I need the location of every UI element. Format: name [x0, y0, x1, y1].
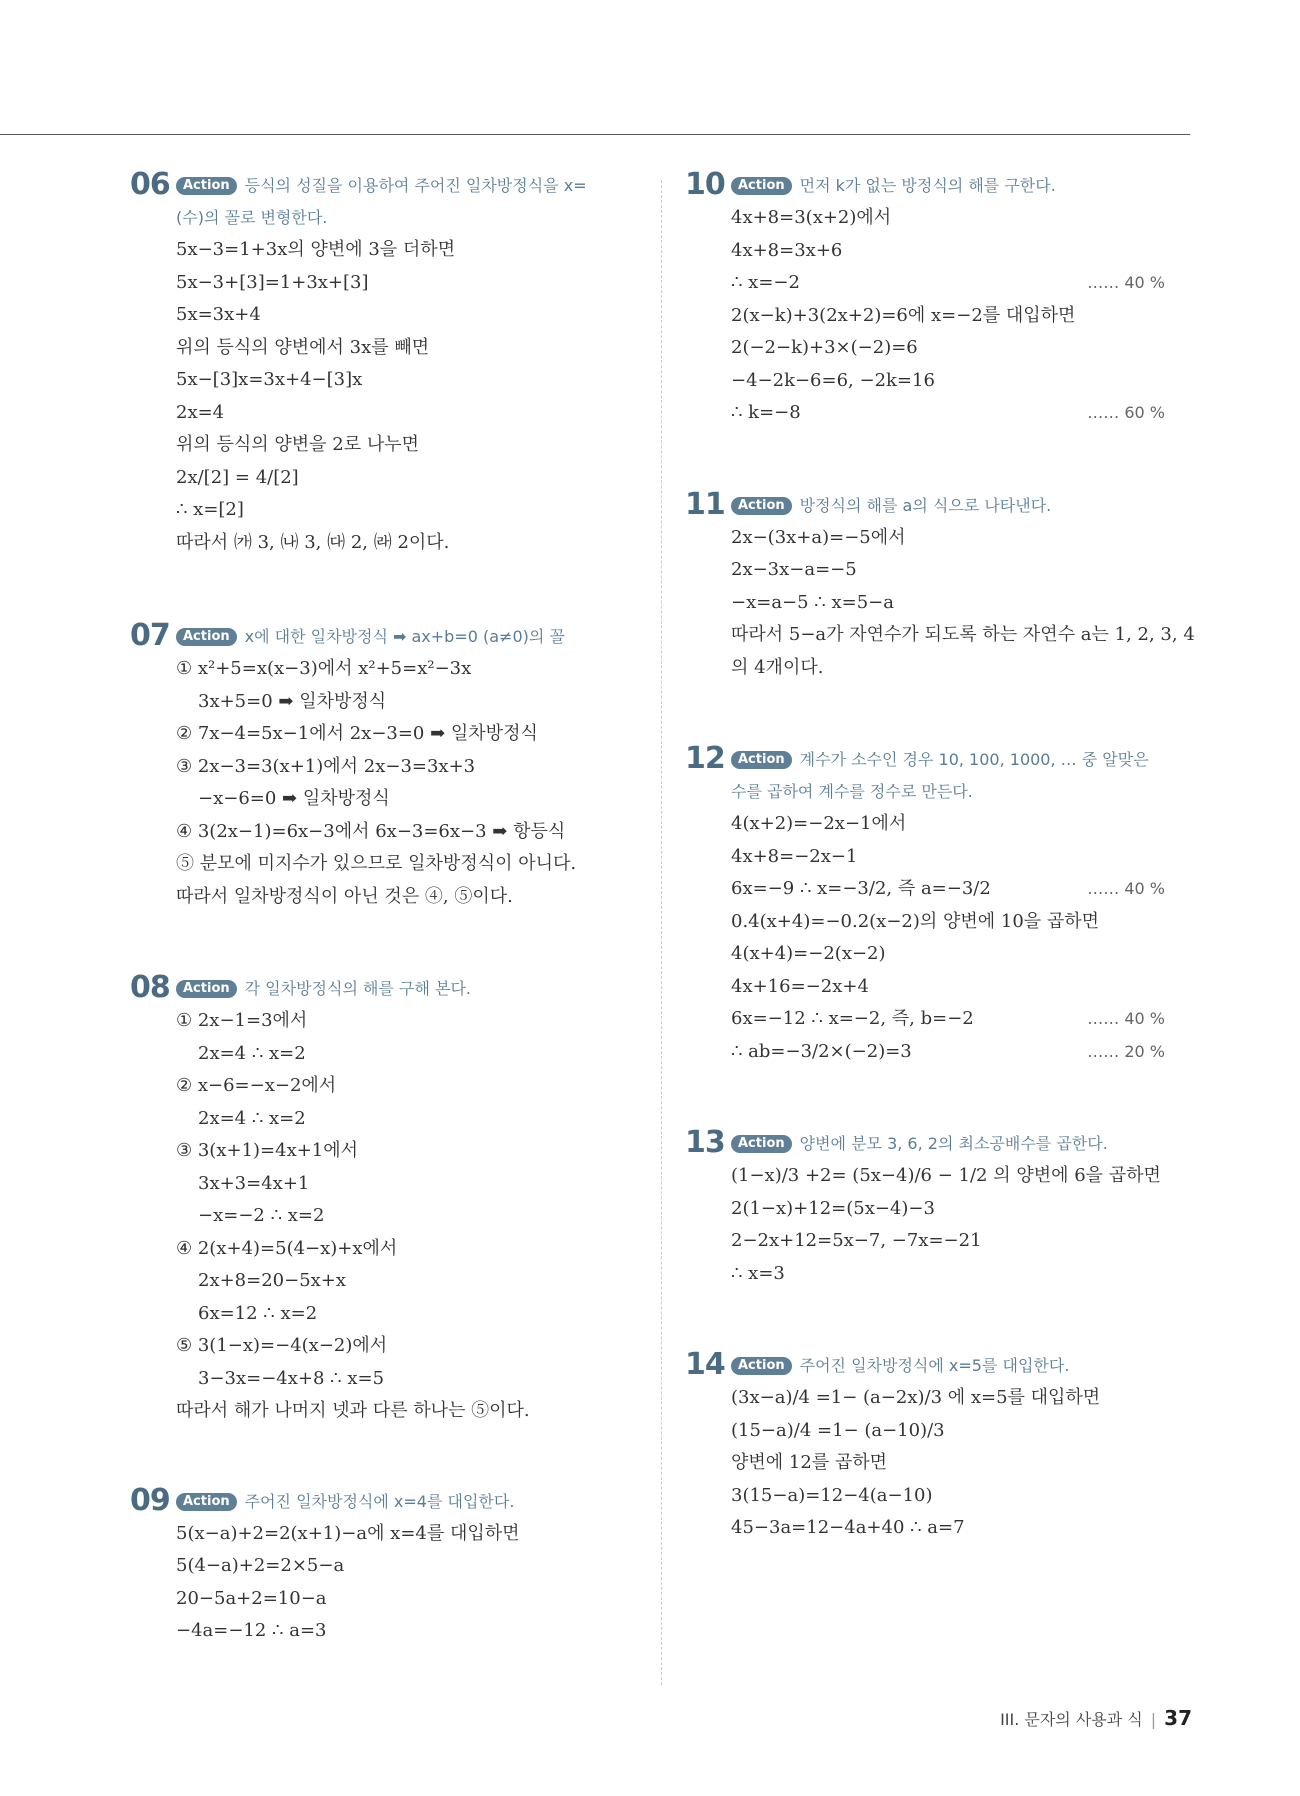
solution-line [176, 816, 610, 849]
solution-text: 2x=4 ∴ x=2 [198, 1042, 306, 1064]
solution-text: 양변에 12를 곱하면 [731, 1452, 888, 1473]
solution-line [176, 429, 610, 462]
solution-line [176, 1518, 610, 1551]
action-badge: Action [731, 497, 792, 515]
solution-text: 4(x+2)=−2x−1에서 [731, 813, 907, 834]
solution-line [731, 1160, 1165, 1193]
solution-text: ∴ x=−2 [731, 272, 800, 293]
solution-text: 5x−3+[3]=1+3x+[3] [176, 271, 369, 293]
solution-text: ③ 2x−3=3(x+1)에서 2x−3=3x+3 [176, 755, 476, 777]
solution-text: 4x+8=−2x−1 [731, 845, 858, 867]
solution-line [731, 906, 1165, 939]
solution-line [731, 332, 1165, 365]
solution-text: 3x+5=0 ➡ 일차방정식 [198, 690, 387, 712]
solution-text: 6x=−12 ∴ x=−2, 즉, b=−2 [731, 1008, 974, 1029]
solution-line [176, 783, 610, 816]
solution-line [176, 267, 610, 300]
action-hint [731, 744, 1165, 808]
solution-line [176, 494, 610, 527]
problem-10 [685, 167, 1165, 430]
solution-text: −4−2k−6=6, −2k=16 [731, 369, 935, 391]
action-hint [176, 1486, 610, 1518]
solution-text: 5x=3x+4 [176, 304, 261, 325]
solution-line [176, 686, 610, 719]
solution-line [176, 1363, 610, 1396]
solution-text: ⑤ 3(1−x)=−4(x−2)에서 [176, 1335, 388, 1356]
score-weight: …… 40 % [1087, 1009, 1165, 1028]
solution-line [176, 1168, 610, 1201]
solution-line [731, 1415, 1165, 1448]
solution-text: ④ 2(x+4)=5(4−x)+x에서 [176, 1237, 398, 1259]
action-badge: Action [176, 980, 237, 998]
solution-line [731, 365, 1165, 398]
solution-line [731, 522, 1165, 555]
problem-number: 12 [685, 741, 725, 776]
solution-line [731, 1036, 1165, 1069]
solution-text: 3(15−a)=12−4(a−10) [731, 1484, 933, 1506]
solution-text: 6x=−9 ∴ x=−3/2, 즉 a=−3/2 [731, 878, 991, 899]
solution-text: 2(x−k)+3(2x+2)=6에 x=−2를 대입하면 [731, 304, 1076, 326]
solution-text: 6x=12 ∴ x=2 [198, 1302, 318, 1324]
solution-line [731, 938, 1165, 971]
solution-line [731, 397, 1165, 430]
solution-text: 2x=4 ∴ x=2 [198, 1107, 306, 1129]
problem-number: 11 [685, 486, 725, 522]
solution-line [176, 1583, 610, 1616]
left-column [130, 167, 610, 1648]
solution-line [731, 1225, 1165, 1258]
problem-12 [685, 741, 1165, 1068]
solution-text: ② 7x−4=5x−1에서 2x−3=0 ➡ 일차방정식 [176, 723, 538, 744]
solution-text: 따라서 일차방정식이 아닌 것은 ④, ⑤이다. [176, 885, 513, 907]
solution-text: 5(4−a)+2=2×5−a [176, 1555, 345, 1576]
spacer [685, 1068, 1165, 1128]
spacer [685, 430, 1165, 490]
action-text: 먼저 k가 없는 방정식의 해를 구한다. [799, 176, 1056, 195]
solution-line [731, 1480, 1165, 1513]
solution-text: 2(−2−k)+3×(−2)=6 [731, 337, 918, 358]
problem-number: 14 [685, 1347, 725, 1382]
action-badge: Action [176, 628, 237, 646]
solution-line [176, 1330, 610, 1363]
solution-line [731, 1193, 1165, 1226]
problem-07 [130, 618, 610, 913]
solution-line [176, 332, 610, 365]
action-text: 계수가 소수인 경우 10, 100, 1000, … 중 알맞은 수를 곱하여 계수를 정수로 만든다. [731, 750, 1149, 801]
problem-13 [685, 1125, 1165, 1290]
solution-text: 2x=4 [176, 401, 225, 423]
solution-text: 2x/[2] = 4/[2] [176, 466, 299, 488]
action-hint [731, 490, 1165, 522]
solution-line [731, 202, 1165, 235]
solution-text: −x−6=0 ➡ 일차방정식 [198, 788, 390, 809]
solution-line [176, 1070, 610, 1103]
solution-text: ∴ k=−8 [731, 402, 801, 423]
problem-number: 08 [130, 970, 170, 1005]
action-hint [731, 1350, 1165, 1382]
solution-line [176, 462, 610, 495]
solution-text: 따라서 해가 나머지 넷과 다른 하나는 ⑤이다. [176, 1400, 530, 1421]
problem-08 [130, 970, 610, 1428]
action-text: 각 일차방정식의 해를 구해 본다. [244, 979, 471, 998]
solution-text: 5x−3=1+3x의 양변에 3을 더하면 [176, 239, 456, 260]
action-badge: Action [176, 177, 237, 195]
solution-line [731, 652, 1165, 685]
solution-line [176, 1038, 610, 1071]
spacer [685, 1290, 1165, 1350]
action-badge: Action [731, 1135, 792, 1153]
solution-text: 45−3a=12−4a+40 ∴ a=7 [731, 1517, 965, 1538]
problem-06 [130, 167, 610, 559]
solution-text: −4a=−12 ∴ a=3 [176, 1620, 327, 1641]
solution-text: ② x−6=−x−2에서 [176, 1075, 337, 1096]
score-weight: …… 20 % [1087, 1041, 1165, 1061]
action-text: x에 대한 일차방정식 ➡ ax+b=0 (a≠0)의 꼴 [244, 627, 565, 646]
solution-text: ④ 3(2x−1)=6x−3에서 6x−3=6x−3 ➡ 항등식 [176, 820, 566, 842]
solution-line [176, 527, 610, 560]
solution-line [731, 971, 1165, 1004]
problem-14 [685, 1347, 1165, 1545]
problem-number: 07 [130, 618, 170, 653]
action-hint [731, 1128, 1165, 1160]
solution-line [176, 1005, 610, 1038]
solution-line [176, 751, 610, 784]
solution-text: 2x−3x−a=−5 [731, 559, 857, 580]
solution-line [731, 300, 1165, 333]
action-text: 주어진 일차방정식에 x=4를 대입한다. [244, 1491, 515, 1511]
solution-text: 4x+8=3(x+2)에서 [731, 207, 892, 228]
action-badge: Action [731, 177, 792, 195]
solution-line [731, 1382, 1165, 1415]
solution-line [731, 267, 1165, 300]
solution-text: ∴ x=3 [731, 1262, 785, 1284]
problem-number: 13 [685, 1125, 725, 1160]
solution-line [176, 1200, 610, 1233]
problem-09 [130, 1482, 610, 1648]
solution-text: ∴ x=[2] [176, 499, 244, 520]
solution-text: ③ 3(x+1)=4x+1에서 [176, 1140, 359, 1161]
solution-text: 따라서 5−a가 자연수가 되도록 하는 자연수 a는 1, 2, 3, 4 [731, 624, 1195, 645]
action-hint [731, 170, 1165, 202]
solution-line [731, 873, 1165, 906]
footer-separator: | [1150, 1710, 1157, 1729]
solution-line [176, 848, 610, 881]
solution-text: 위의 등식의 양변을 2로 나누면 [176, 434, 419, 455]
solution-line [176, 234, 610, 267]
solution-text: 4x+16=−2x+4 [731, 975, 869, 997]
solution-text: 2(1−x)+12=(5x−4)−3 [731, 1197, 935, 1219]
solution-text: 4x+8=3x+6 [731, 239, 843, 261]
column-divider [661, 180, 662, 1685]
chapter-title: III. 문자의 사용과 식 [1000, 1710, 1143, 1729]
action-text: 등식의 성질을 이용하여 주어진 일차방정식을 x=(수)의 꼴로 변형한다. [176, 176, 587, 227]
solution-text: ① 2x−1=3에서 [176, 1010, 308, 1031]
solution-text: 2x+8=20−5x+x [198, 1270, 347, 1291]
solution-line [176, 1298, 610, 1331]
solution-line [176, 1103, 610, 1136]
solution-text: 2−2x+12=5x−7, −7x=−21 [731, 1230, 982, 1251]
solution-line [731, 808, 1165, 841]
solution-text: 3x+3=4x+1 [198, 1172, 310, 1194]
action-hint [176, 621, 610, 653]
solution-text: ⑤ 분모에 미지수가 있으므로 일차방정식이 아니다. [176, 853, 577, 874]
action-hint [176, 170, 610, 234]
solution-line [176, 1550, 610, 1583]
action-text: 방정식의 해를 a의 식으로 나타낸다. [799, 495, 1052, 515]
header-rule [0, 134, 1190, 135]
solution-line [176, 718, 610, 751]
solution-line [731, 619, 1195, 652]
action-text: 주어진 일차방정식에 x=5를 대입한다. [799, 1356, 1070, 1375]
solution-line [731, 1258, 1165, 1291]
solution-line [176, 1135, 610, 1168]
spacer [130, 559, 610, 621]
solution-line [731, 235, 1165, 268]
solution-text: −x=a−5 ∴ x=5−a [731, 591, 894, 613]
solution-text: −x=−2 ∴ x=2 [198, 1205, 325, 1226]
solution-line [176, 299, 610, 332]
problem-number: 06 [130, 167, 170, 202]
solution-text: 20−5a+2=10−a [176, 1587, 327, 1609]
solution-line [731, 587, 1165, 620]
spacer [130, 1428, 610, 1486]
problem-number: 09 [130, 1482, 170, 1518]
score-weight: …… 40 % [1087, 879, 1165, 898]
problem-number: 10 [685, 167, 725, 202]
solution-line [731, 1003, 1165, 1036]
solution-line [731, 1512, 1165, 1545]
action-hint [176, 973, 610, 1005]
page-footer [1000, 1706, 1192, 1730]
solution-text: ∴ ab=−3/2×(−2)=3 [731, 1040, 912, 1062]
solution-text: (3x−a)/4 =1− (a−2x)/3 에 x=5를 대입하면 [731, 1387, 1101, 1408]
solution-line [176, 1265, 610, 1298]
solution-text: 0.4(x+4)=−0.2(x−2)의 양변에 10을 곱하면 [731, 910, 1100, 932]
solution-text: 2x−(3x+a)=−5에서 [731, 526, 906, 548]
solution-line [176, 364, 610, 397]
solution-text: (15−a)/4 =1− (a−10)/3 [731, 1419, 945, 1441]
action-text: 양변에 분모 3, 6, 2의 최소공배수를 곱한다. [799, 1134, 1108, 1153]
solution-text: 위의 등식의 양변에서 3x를 빼면 [176, 336, 430, 358]
solution-line [176, 1233, 610, 1266]
solution-line [176, 653, 610, 686]
solution-line [176, 881, 610, 914]
score-weight: …… 60 % [1087, 403, 1165, 422]
solution-line [176, 1395, 610, 1428]
solution-line [176, 1615, 610, 1648]
solution-text: 4(x+4)=−2(x−2) [731, 943, 886, 964]
action-badge: Action [176, 1493, 237, 1511]
spacer [685, 684, 1165, 744]
page-number: 37 [1164, 1706, 1192, 1730]
solution-text: 5x−[3]x=3x+4−[3]x [176, 369, 363, 390]
solution-text: 따라서 ㈎ 3, ㈏ 3, ㈐ 2, ㈑ 2이다. [176, 531, 450, 553]
score-weight: …… 40 % [1087, 273, 1165, 292]
solution-text: 3−3x=−4x+8 ∴ x=5 [198, 1367, 385, 1389]
right-column [685, 167, 1195, 1545]
action-badge: Action [731, 1357, 792, 1375]
problem-11 [685, 486, 1195, 685]
solution-text: 의 4개이다. [731, 656, 824, 678]
solution-line [176, 397, 610, 430]
solution-text: ① x²+5=x(x−3)에서 x²+5=x²−3x [176, 658, 472, 679]
action-badge: Action [731, 751, 792, 769]
spacer [130, 913, 610, 973]
solution-line [731, 1447, 1165, 1480]
solution-line [731, 841, 1165, 874]
solution-text: 5(x−a)+2=2(x+1)−a에 x=4를 대입하면 [176, 1522, 520, 1544]
solution-line [731, 554, 1165, 587]
solution-text: (1−x)/3 +2= (5x−4)/6 − 1/2 의 양변에 6을 곱하면 [731, 1165, 1161, 1186]
